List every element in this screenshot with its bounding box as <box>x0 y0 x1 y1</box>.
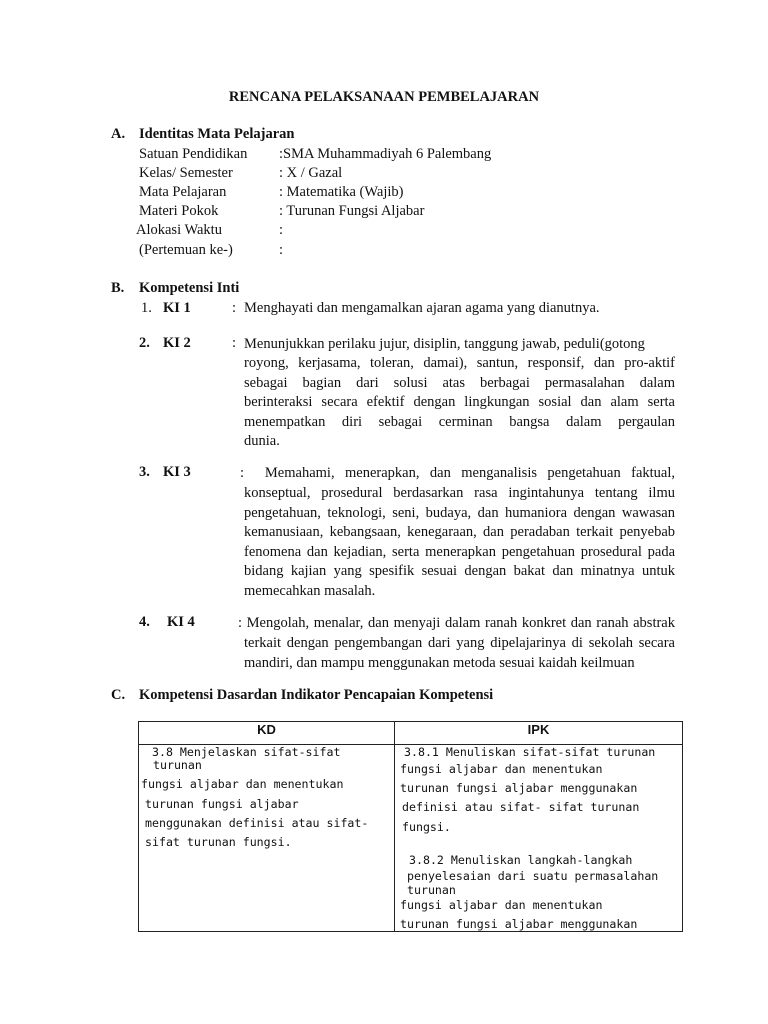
kd-line: sifat turunan fungsi. <box>145 835 292 849</box>
table-header-ipk: IPK <box>395 722 683 745</box>
identity-label: Materi Pokok <box>139 203 219 219</box>
section-c-letter: C. <box>111 687 126 703</box>
ki-4-text-body <box>244 634 675 673</box>
ipk-line: turunan fungsi aljabar menggunakan <box>400 917 638 931</box>
ipk-line: 3.8.2 Menuliskan langkah-langkah <box>409 853 633 867</box>
ipk-line: fungsi aljabar dan menentukan <box>400 762 603 776</box>
kd-line: fungsi aljabar dan menentukan <box>141 777 344 791</box>
ki-number: 4. <box>139 614 150 630</box>
identity-value: : Turunan Fungsi Aljabar <box>279 203 425 219</box>
page-title: RENCANA PELAKSANAAN PEMBELAJARAN <box>228 89 540 105</box>
ipk-line: fungsi. <box>402 820 451 834</box>
ki-text-line: royong, kerjasama, toleran, damai), santun, responsif, dan pro-aktif <box>244 355 675 371</box>
ipk-line: penyelesaian dari suatu permasalahan <box>407 869 659 883</box>
ki-2-text-body <box>244 354 675 452</box>
ki-text-line: terkait dengan pengembangan dari yang dipelajarinya di sekolah secara <box>244 635 675 651</box>
ki-text-line: Menunjukkan perilaku jujur, disiplin, tanggung jawab, peduli(gotong <box>244 336 645 352</box>
ki-text-line: konseptual, prosedural berdasarkan rasa ingintahunya tentang ilmu <box>244 485 675 501</box>
ki-3-text <box>240 464 675 484</box>
section-a-letter: A. <box>111 126 126 142</box>
kd-line: turunan <box>153 758 202 772</box>
kd-cell <box>139 745 395 932</box>
ki-text-line: memecahkan masalah. <box>244 582 376 599</box>
ki-number: 2. <box>139 335 150 351</box>
ipk-line: turunan <box>407 883 456 897</box>
section-c-heading: Kompetensi Dasardan Indikator Pencapaian Kompetensi <box>139 687 494 703</box>
identity-label: Kelas/ Semester <box>139 165 233 181</box>
ki-label: KI 2 <box>163 335 191 351</box>
section-b-letter: B. <box>111 280 125 296</box>
kd-line: menggunakan definisi atau sifat- <box>145 816 369 830</box>
ki-text-line: pengetahuan, teknologi, seni, budaya, dan humaniora dengan wawasan <box>244 504 675 521</box>
ipk-line: definisi atau sifat- sifat turunan <box>402 800 640 814</box>
ki-text-line: fenomena dan kejadian, serta menerapkan pengetahuan prosedural pada <box>244 543 675 560</box>
ki-text-line: dunia. <box>244 433 280 449</box>
section-b-heading: Kompetensi Inti <box>139 280 240 296</box>
identity-label: (Pertemuan ke-) <box>139 242 233 258</box>
kd-line: turunan fungsi aljabar <box>145 797 299 811</box>
kd-ipk-table <box>138 721 683 932</box>
ki-2-text <box>244 335 675 355</box>
ki-text-line: menempatkan diri sebagai cerminan bangsa dalam pergaulan <box>244 413 675 430</box>
ipk-line: turunan fungsi aljabar menggunakan <box>400 781 638 795</box>
ki-text-line: mandiri, dan mampu menggunakan metoda sesuai kaidah keilmuan <box>244 654 635 671</box>
ki-label: KI 3 <box>163 464 191 480</box>
ki-number: 1. <box>141 300 152 316</box>
ipk-line: fungsi aljabar dan menentukan <box>400 898 603 912</box>
table-row <box>139 745 683 932</box>
ki-3-text-body <box>244 484 675 601</box>
ki-colon: : <box>240 465 245 481</box>
ki-4-first-line <box>238 614 675 634</box>
table-header-kd: KD <box>139 722 395 745</box>
identity-value: : Matematika (Wajib) <box>279 184 404 200</box>
ki-colon: : <box>232 335 237 351</box>
ki-text-line: Mengolah, menalar, dan menyaji dalam ranah konkret dan ranah abstrak <box>246 615 675 631</box>
identity-value: :SMA Muhammadiyah 6 Palembang <box>279 146 492 162</box>
identity-value: : X / Gazal <box>279 165 343 181</box>
ki-text-line: Menghayati dan mengamalkan ajaran agama yang dianutnya. <box>244 300 600 316</box>
identity-value: : <box>279 222 284 238</box>
table-header-row <box>139 722 683 745</box>
ki-4-text <box>238 614 675 634</box>
kd-line: 3.8 Menjelaskan sifat-sifat <box>152 745 341 759</box>
section-a-heading: Identitas Mata Pelajaran <box>139 126 295 142</box>
ki-label: KI 1 <box>163 300 191 316</box>
identity-value: : <box>279 242 284 258</box>
identity-label: Alokasi Waktu <box>136 222 222 238</box>
ki-text-line: kemanusiaan, kebangsaan, kenegaraan, dan peradaban terkait penyebab <box>244 524 675 540</box>
ipk-line: 3.8.1 Menuliskan sifat-sifat turunan <box>404 745 656 759</box>
ki-label: KI 4 <box>167 614 195 630</box>
ki-text-line: Memahami, menerapkan, dan menganalisis pengetahuan faktual, <box>264 465 676 481</box>
ki-text-line: sebagai bagian dari solusi atas berbagai permasalahan dalam <box>244 374 675 391</box>
ipk-cell <box>395 745 683 932</box>
ki-colon: : <box>232 300 237 316</box>
ki-number: 3. <box>139 464 150 480</box>
identity-label: Mata Pelajaran <box>139 184 227 200</box>
ki-colon: : <box>238 615 243 631</box>
ki-3-first-line <box>240 464 675 484</box>
ki-text-line: bidang kajian yang spesifik sesuai dengan bakat dan minatnya untuk <box>244 563 675 579</box>
ki-text-line: berinteraksi secara efektif dengan lingkungan sosial dan alam serta <box>244 394 675 410</box>
identity-label: Satuan Pendidikan <box>139 146 248 162</box>
